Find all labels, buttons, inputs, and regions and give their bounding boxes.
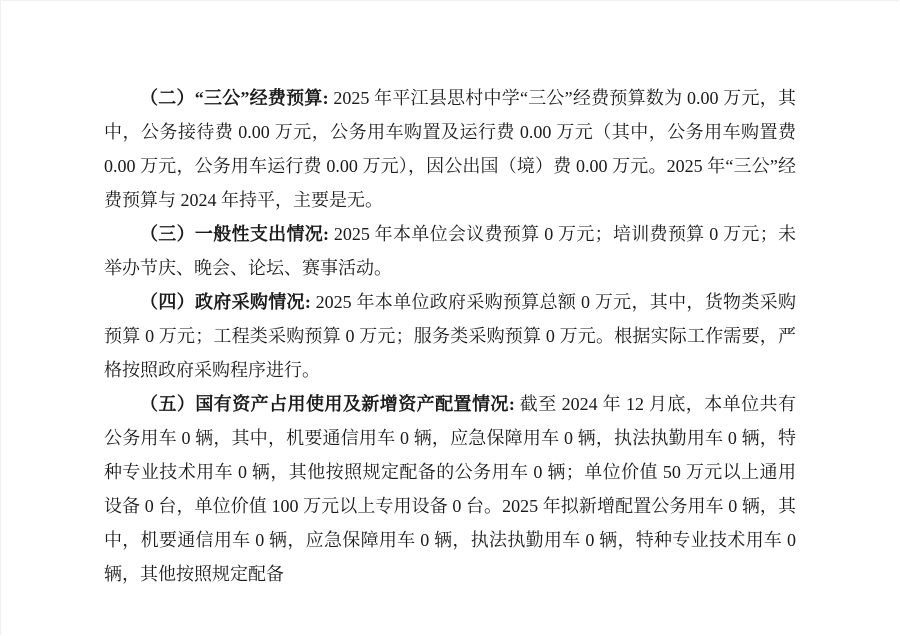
paragraph-heading-general-expenditure: （三）一般性支出情况: [140,224,334,244]
paragraph-body-government-procurement: 2025 年本单位政府采购预算总额 0 万元，其中，货物类采购预算 0 万元；工程类采购预算 0 万元；服务类采购预算 0 万元。根据实际工作需要，严格按照政府采购程序进行。 [104,292,796,380]
document-text-block [104,81,796,591]
paragraph-sangong-budget [104,81,796,217]
paragraph-general-expenditure [104,217,796,285]
paragraph-body-sangong-budget: 2025 年平江县思村中学“三公”经费预算数为 0.00 万元，其中，公务接待费 0.00 万元，公务用车购置及运行费 0.00 万元（其中，公务用车购置费 0.00 万元，公务用车运行费 0.00 万元），因公出国（境）费 0.00 万元。2025 年“三公”经费预算与 2024 年持平，主要是无。 [104,88,796,210]
paragraph-government-procurement [104,285,796,387]
paragraph-body-general-expenditure: 2025 年本单位会议费预算 0 万元；培训费预算 0 万元；未举办节庆、晚会、论坛、赛事活动。 [104,224,796,278]
paragraph-body-state-assets: 截至 2024 年 12 月底，本单位共有公务用车 0 辆，其中，机要通信用车 0 辆，应急保障用车 0 辆，执法执勤用车 0 辆，特种专业技术用车 0 辆，其他按照规定配备的公务用车 0 辆；单位价值 50 万元以上通用设备 0 台，单位价值 100 万元以上专用设备 0 台。2025 年拟新增配置公务用车 0 辆，其中，机要通信用车 0 辆，应急保障用车 0 辆，执法执勤用车 0 辆，特种专业技术用车 0 辆，其他按照规定配备 [104,394,796,584]
paragraph-heading-government-procurement: （四）政府采购情况: [140,292,316,312]
paragraph-heading-sangong-budget: （二）“三公”经费预算: [140,88,334,108]
paragraph-heading-state-assets: （五）国有资产占用使用及新增资产配置情况: [140,394,520,414]
paragraph-state-assets [104,387,796,591]
